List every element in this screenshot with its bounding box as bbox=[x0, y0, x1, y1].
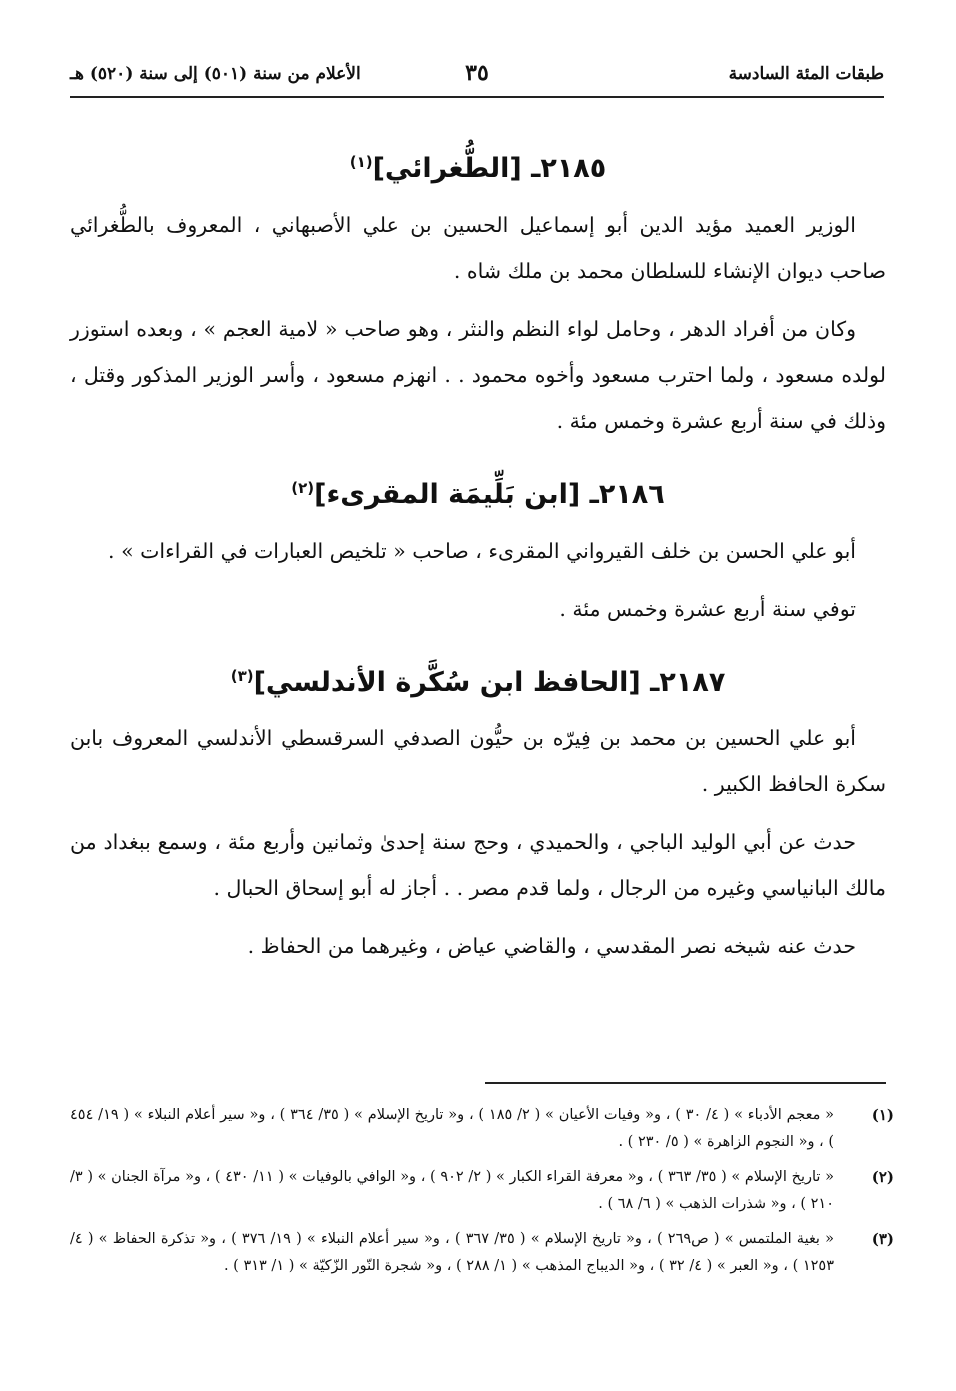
entry-paragraph: الوزير العميد مؤيد الدين أبو إسماعيل الحسين بن علي الأصبهاني ، المعروف بالطُّغرائي صاحب ديوان الإنشاء للسلطان محمد بن ملك شاه . bbox=[70, 212, 886, 283]
running-header bbox=[70, 62, 884, 96]
entry-paragraph: وكان من أفراد الدهر ، وحامل لواء النظم والنثر ، وهو صاحب « لامية العجم » ، وبعده استوزر لولده مسعود ، ولما احترب مسعود وأخوه محمود . . انهزم مسعود ، وأسر الوزير المذكور وقتل ، وذلك في سنة أربع عشرة وخمس مئة . bbox=[70, 316, 886, 433]
footnote bbox=[70, 1102, 894, 1156]
entry-paragraph: أبو علي الحسن بن خلف القيرواني المقرىء ، صاحب « تلخيص العبارات في القراءات » . bbox=[108, 538, 856, 563]
entry-2185 bbox=[70, 150, 886, 444]
header-rule bbox=[70, 96, 884, 98]
footnote-rule bbox=[485, 1082, 886, 1084]
footnote-ref: (٢) bbox=[291, 478, 315, 497]
entry-paragraph: أبو علي الحسين بن محمد بن فِيرّه بن حيُّون الصدفي السرقسطي الأندلسي المعروف بابن سكرة الحافظ الكبير . bbox=[70, 726, 886, 797]
entry-paragraph: توفي سنة أربع عشرة وخمس مئة . bbox=[559, 596, 856, 621]
page-number: ٣٥ bbox=[465, 60, 489, 86]
header-range-title: الأعلام من سنة (٥٠١) إلى سنة (٥٢٠) هـ bbox=[70, 64, 361, 84]
entry-title bbox=[70, 150, 886, 188]
footnote-text: « معجم الأدباء » ( ٤/ ٣٠ ) ، و« وفيات الأعيان » ( ٢/ ١٨٥ ) ، و« تاريخ الإسلام » ( ٣٥/ ٣٦٤ ) ، و« سير أعلام النبلاء » ( ١٩/ ٤٥٤ ) ، و« النجوم الزاهرة » ( ٥/ ٢٣٠ ) . bbox=[70, 1107, 835, 1150]
footnote-text: « بغية الملتمس » ( ص٢٦٩ ) ، و« تاريخ الإسلام » ( ٣٥/ ٣٦٧ ) ، و« سير أعلام النبلاء » ( ١٩/ ٣٧٦ ) ، و« تذكرة الحفاظ » ( ٤/ ١٢٥٣ ) ، و« العبر » ( ٤/ ٣٢ ) ، و« الديباج المذهب » ( ١/ ٢٨٨ ) ، و« شجرة النّور الزّكيّة » ( ١/ ٣١٣ ) . bbox=[70, 1231, 835, 1274]
footnote-number: (٢) bbox=[871, 1168, 894, 1186]
entry-2187 bbox=[70, 664, 886, 970]
entry-paragraph: حدث عن أبي الوليد الباجي ، والحميدي ، وحج سنة إحدىٰ وثمانين وأربع مئة ، وسمع ببغداد من مالك البانياسي وغيره من الرجال ، ولما قدم مصر . . أجاز له أبو إسحاق الحبال . bbox=[70, 830, 886, 901]
entry-title-text: ٢١٨٦ـ [ابن بَلِّيمَة المقرىء] bbox=[314, 478, 665, 510]
footnote-number: (٣) bbox=[871, 1230, 894, 1248]
footnotes bbox=[70, 1102, 894, 1288]
footnote-ref: (١) bbox=[349, 153, 373, 171]
entry-2186 bbox=[70, 476, 886, 632]
entry-title-text: ٢١٨٧ـ [الحافظ ابن سُكَّرة الأندلسي] bbox=[253, 666, 726, 698]
header-section-title: طبقات المئة السادسة bbox=[728, 64, 884, 84]
footnote-ref: (٣) bbox=[230, 666, 254, 685]
entry-title-text: ٢١٨٥ـ [الطُّغرائي] bbox=[372, 153, 607, 184]
footnote bbox=[70, 1226, 894, 1280]
footnote bbox=[70, 1164, 894, 1218]
main-text bbox=[70, 150, 886, 1001]
entry-paragraph: حدث عنه شيخه نصر المقدسي ، والقاضي عياض ، وغيرهما من الحفاظ . bbox=[247, 934, 856, 959]
entry-title bbox=[70, 664, 886, 702]
entry-title bbox=[70, 476, 886, 514]
footnote-text: « تاريخ الإسلام » ( ٣٥/ ٣٦٣ ) ، و« معرفة القراء الكبار » ( ٢/ ٩٠٢ ) ، و« الوافي بالوفيات » ( ١١/ ٤٣٠ ) ، و« مرآة الجنان » ( ٣/ ٢١٠ ) ، و« شذرات الذهب » ( ٦/ ٦٨ ) . bbox=[70, 1169, 834, 1212]
footnote-number: (١) bbox=[871, 1106, 894, 1124]
